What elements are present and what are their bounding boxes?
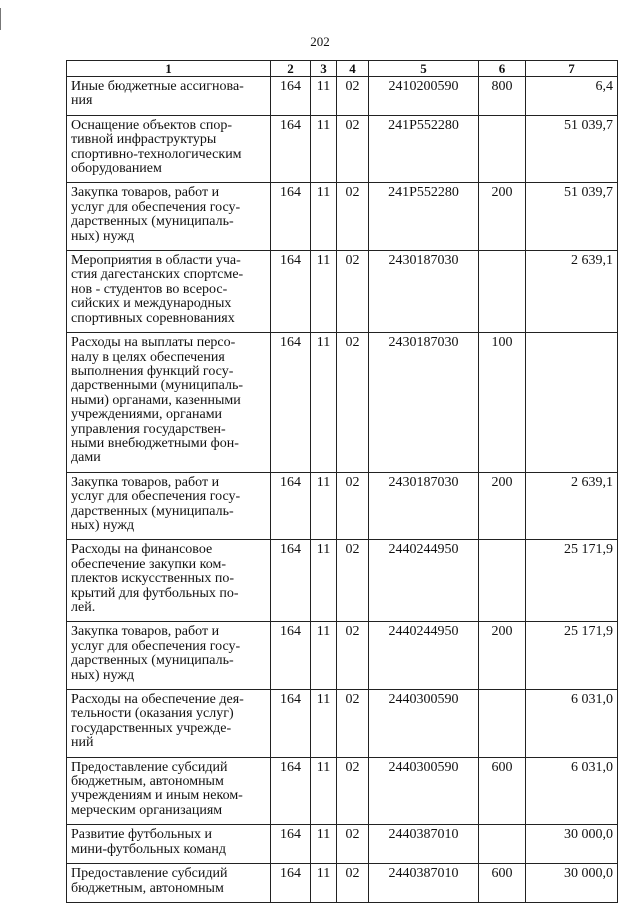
row-name: Предоставление субсидий бюджетным, автономным [67,864,271,903]
table-row [67,622,618,690]
row-sum [526,333,618,473]
row-section: 11 [311,864,337,903]
row-expense-type [479,251,526,333]
row-section: 11 [311,472,337,540]
table-header-row [67,61,618,77]
header-col-3: 3 [311,61,337,77]
row-name: Расходы на финансовое обеспечение закупки ком- плектов искусственных по- крытий для футбольных по- лей. [67,540,271,622]
row-section: 11 [311,690,337,758]
row-article: 2440300590 [369,690,479,758]
row-subsection: 02 [337,77,369,116]
table-row [67,690,618,758]
row-section: 11 [311,183,337,251]
row-code: 164 [271,77,311,116]
header-col-7: 7 [526,61,618,77]
row-article: 241P552280 [369,115,479,183]
header-col-5: 5 [369,61,479,77]
header-col-1: 1 [67,61,271,77]
row-article: 2440387010 [369,825,479,864]
row-subsection: 02 [337,622,369,690]
row-name: Закупка товаров, работ и услуг для обеспечения госу- дарственных (муниципаль- ных) нужд [67,622,271,690]
row-subsection: 02 [337,251,369,333]
row-expense-type [479,825,526,864]
row-expense-type [479,690,526,758]
row-code: 164 [271,333,311,473]
row-article: 2440244950 [369,540,479,622]
row-code: 164 [271,472,311,540]
header-col-4: 4 [337,61,369,77]
row-expense-type: 800 [479,77,526,116]
row-subsection: 02 [337,333,369,473]
row-sum: 30 000,0 [526,825,618,864]
table-row [67,77,618,116]
row-subsection: 02 [337,690,369,758]
row-sum: 30 000,0 [526,864,618,903]
row-section: 11 [311,115,337,183]
row-code: 164 [271,183,311,251]
row-name: Мероприятия в области уча- стия дагестанских спортсме- нов - студентов во всерос- сийских и международных спортивных соревнованиях [67,251,271,333]
table-row [67,540,618,622]
row-expense-type: 200 [479,183,526,251]
row-article: 2430187030 [369,333,479,473]
row-expense-type: 600 [479,864,526,903]
row-sum: 6 031,0 [526,690,618,758]
row-sum: 25 171,9 [526,540,618,622]
table-row [67,183,618,251]
row-sum: 2 639,1 [526,472,618,540]
row-code: 164 [271,540,311,622]
row-subsection: 02 [337,757,369,825]
row-code: 164 [271,864,311,903]
row-sum: 25 171,9 [526,622,618,690]
row-subsection: 02 [337,472,369,540]
row-subsection: 02 [337,115,369,183]
row-name: Оснащение объектов спор- тивной инфраструктуры спортивно-технологическим оборудованием [67,115,271,183]
row-name: Закупка товаров, работ и услуг для обеспечения госу- дарственных (муниципаль- ных) нужд [67,183,271,251]
row-code: 164 [271,622,311,690]
row-name: Предоставление субсидий бюджетным, автономным учреждениям и иным неком- мерческим организациям [67,757,271,825]
row-sum: 6,4 [526,77,618,116]
row-name: Расходы на выплаты персо- налу в целях обеспечения выполнения функций госу- дарственными (муниципаль- ными) органами, казенными учреждениями, органами управления государствен- ными внебюджетными фон- дами [67,333,271,473]
row-name: Иные бюджетные ассигнова- ния [67,77,271,116]
row-article: 2440244950 [369,622,479,690]
table-row [67,333,618,473]
row-section: 11 [311,251,337,333]
table-row [67,472,618,540]
row-sum: 6 031,0 [526,757,618,825]
row-article: 2430187030 [369,472,479,540]
row-code: 164 [271,825,311,864]
row-article: 2440300590 [369,757,479,825]
row-subsection: 02 [337,540,369,622]
row-section: 11 [311,77,337,116]
row-section: 11 [311,333,337,473]
row-expense-type: 200 [479,622,526,690]
row-expense-type [479,540,526,622]
row-section: 11 [311,825,337,864]
row-expense-type: 200 [479,472,526,540]
scan-edge-mark [0,8,1,30]
row-code: 164 [271,757,311,825]
row-article: 241P552280 [369,183,479,251]
table-row [67,825,618,864]
page-number: 202 [310,34,330,49]
header-col-6: 6 [479,61,526,77]
row-article: 2440387010 [369,864,479,903]
row-subsection: 02 [337,864,369,903]
row-article: 2430187030 [369,251,479,333]
header-col-2: 2 [271,61,311,77]
row-section: 11 [311,757,337,825]
row-name: Развитие футбольных и мини-футбольных команд [67,825,271,864]
row-sum: 2 639,1 [526,251,618,333]
table-row [67,251,618,333]
row-expense-type: 600 [479,757,526,825]
row-section: 11 [311,540,337,622]
row-code: 164 [271,251,311,333]
table-row [67,757,618,825]
row-code: 164 [271,115,311,183]
row-subsection: 02 [337,183,369,251]
row-name: Расходы на обеспечение дея- тельности (оказания услуг) государственных учрежде- ний [67,690,271,758]
row-code: 164 [271,690,311,758]
table-row [67,115,618,183]
row-subsection: 02 [337,825,369,864]
row-sum: 51 039,7 [526,115,618,183]
row-name: Закупка товаров, работ и услуг для обеспечения госу- дарственных (муниципаль- ных) нужд [67,472,271,540]
row-expense-type: 100 [479,333,526,473]
row-section: 11 [311,622,337,690]
budget-table [66,60,618,903]
row-expense-type [479,115,526,183]
row-article: 2410200590 [369,77,479,116]
row-sum: 51 039,7 [526,183,618,251]
table-row [67,864,618,903]
